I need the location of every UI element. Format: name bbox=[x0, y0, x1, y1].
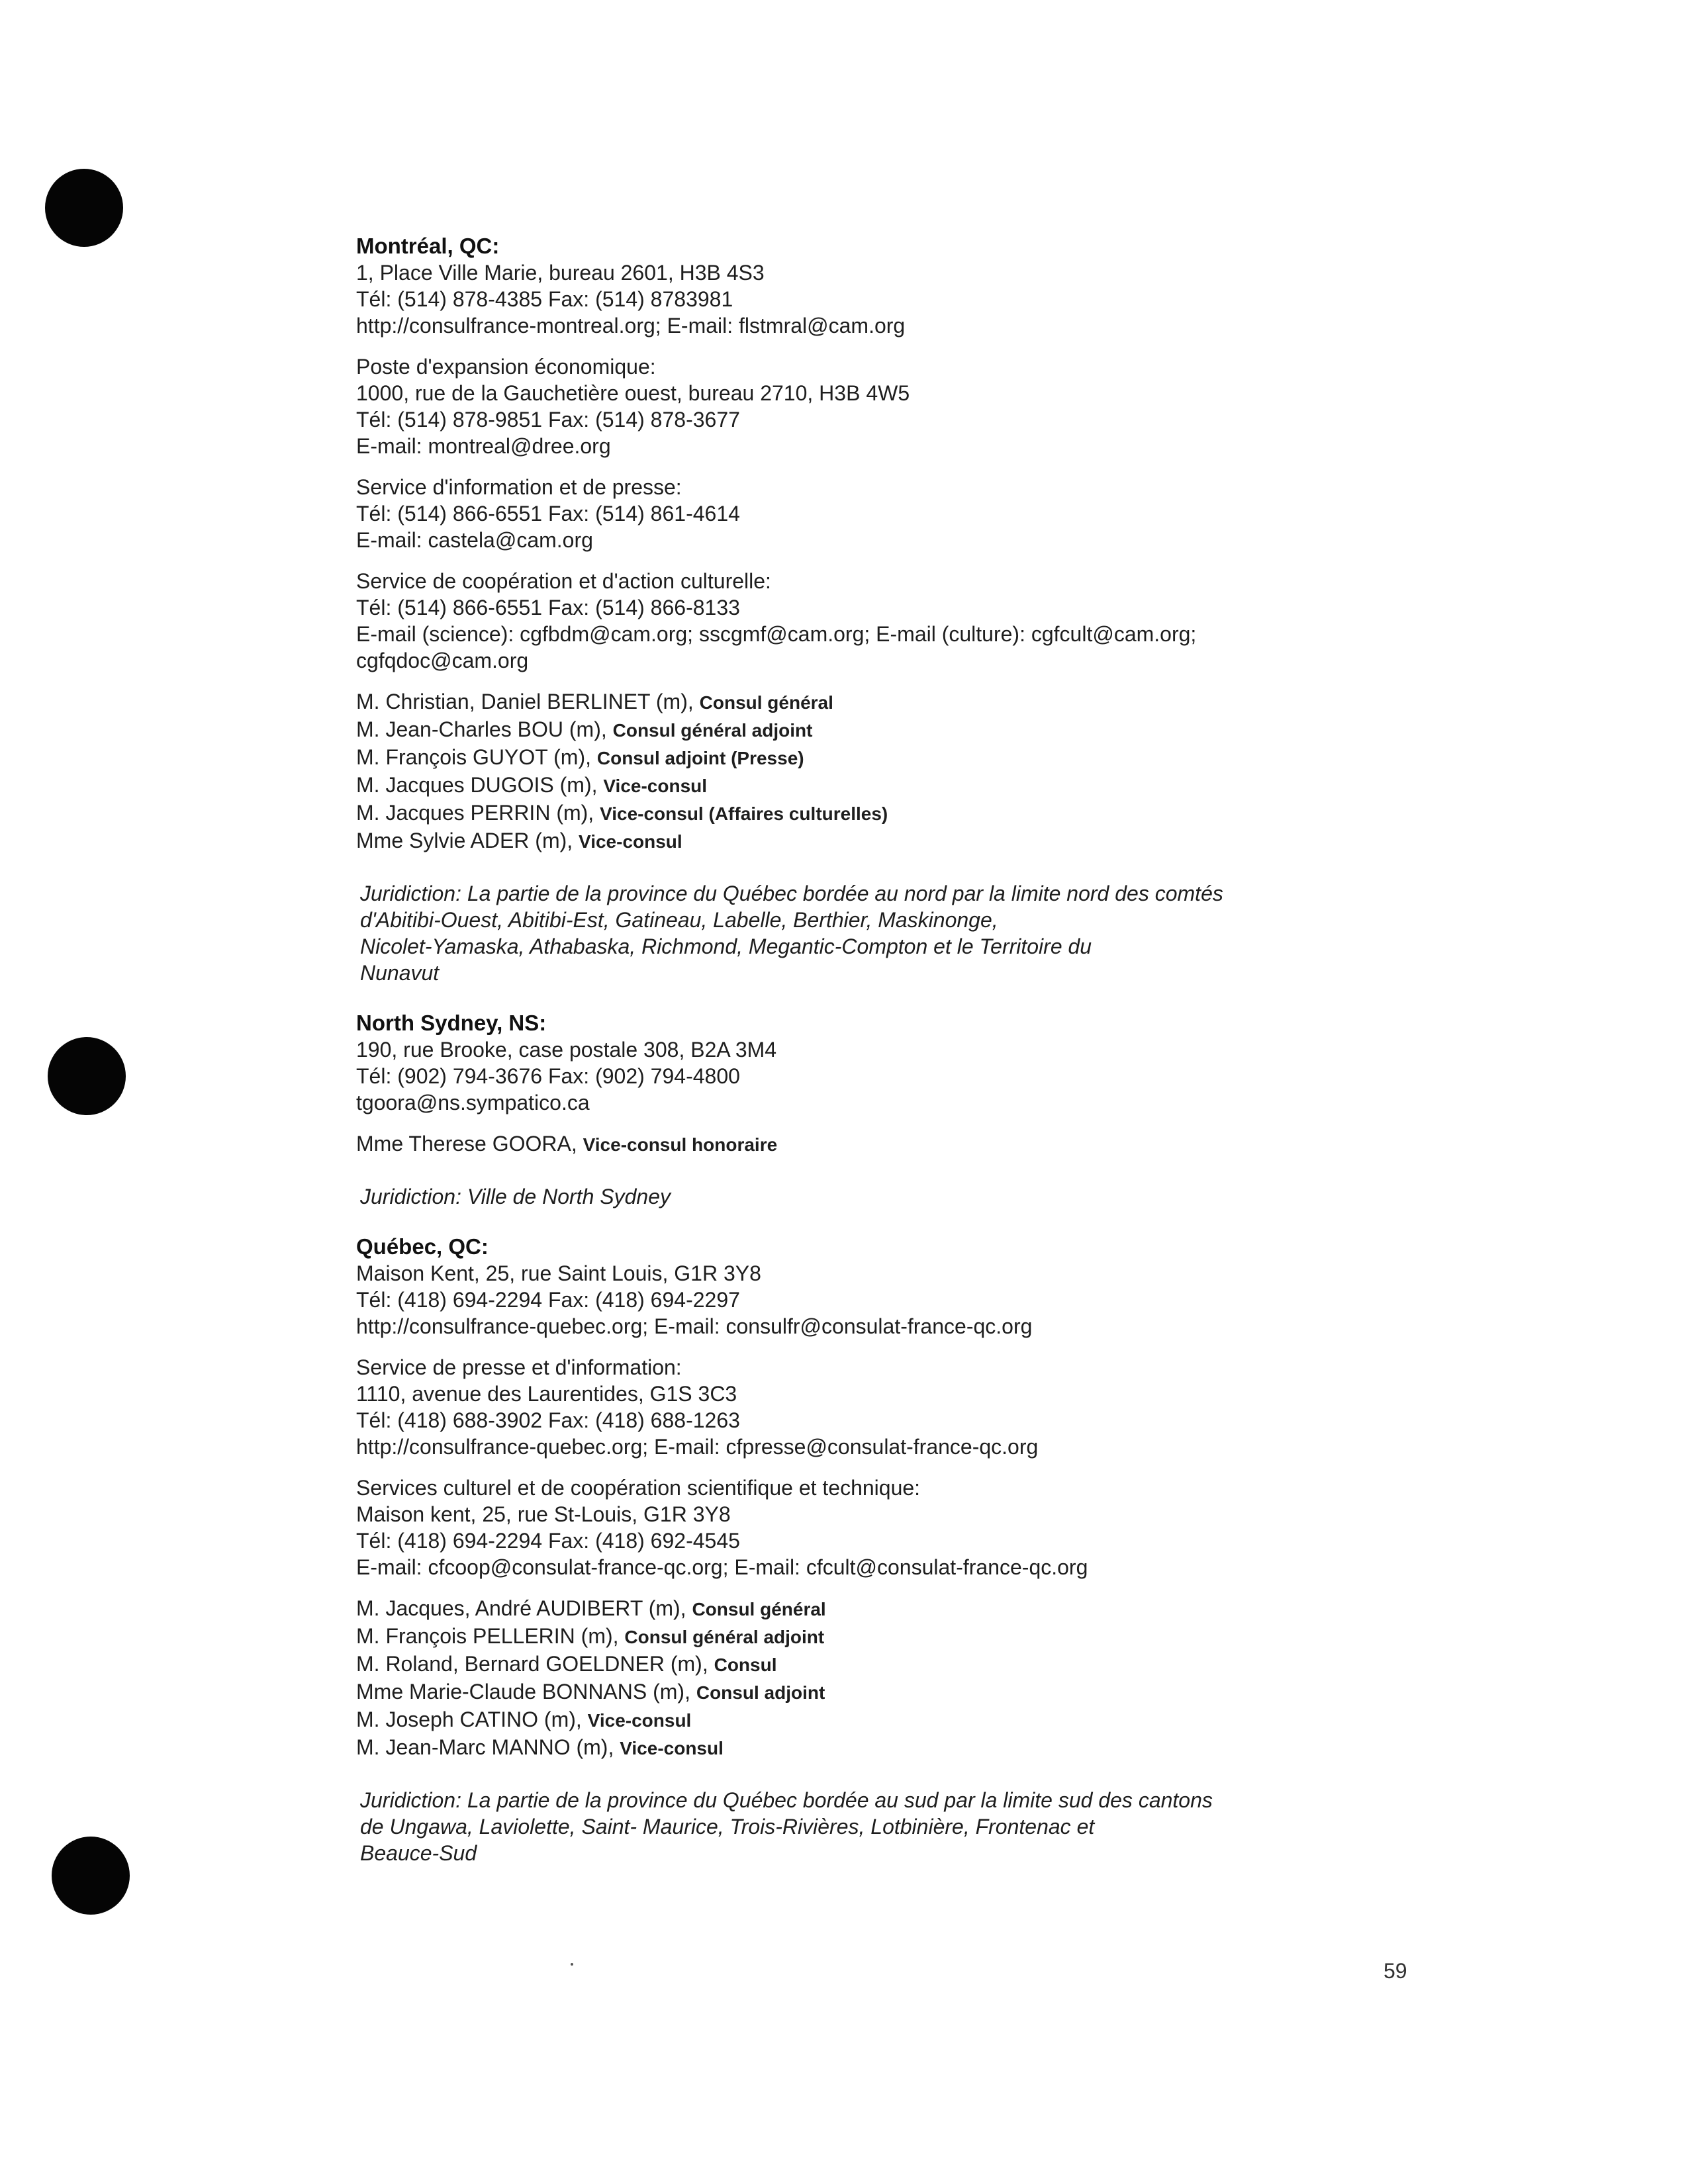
staff-name: M. Jacques PERRIN (m), bbox=[356, 801, 594, 825]
jurisdiction-line: d'Abitibi-Ouest, Abitibi-Est, Gatineau, Labelle, Berthier, Maskinonge, bbox=[360, 908, 998, 932]
staff-entry bbox=[356, 772, 1329, 799]
service-line: Maison kent, 25, rue St-Louis, G1R 3Y8 bbox=[356, 1502, 731, 1526]
staff-role: Vice-consul bbox=[579, 831, 682, 852]
section-heading: Montréal, QC: bbox=[356, 234, 500, 258]
jurisdiction-line: Juridiction: La partie de la province du Québec bordée au nord par la limite nord des comtés bbox=[360, 882, 1223, 905]
address-line: Tél: (514) 878-4385 Fax: (514) 8783981 bbox=[356, 287, 733, 311]
service-line: Service de presse et d'information: bbox=[356, 1355, 682, 1379]
consulate-section bbox=[356, 1010, 1329, 1210]
staff-name: M. Jean-Charles BOU (m), bbox=[356, 717, 607, 741]
address-line: Maison Kent, 25, rue Saint Louis, G1R 3Y8 bbox=[356, 1261, 761, 1285]
jurisdiction-note bbox=[356, 880, 1329, 986]
staff-entry bbox=[356, 1706, 1329, 1734]
staff-entry bbox=[356, 744, 1329, 772]
page-number: 59 bbox=[1383, 1959, 1407, 1983]
jurisdiction-note bbox=[356, 1787, 1329, 1866]
consulate-section bbox=[356, 1234, 1329, 1866]
service-block bbox=[356, 1475, 1329, 1580]
staff-list bbox=[356, 1130, 1329, 1158]
service-line: Service d'information et de presse: bbox=[356, 475, 682, 499]
service-block bbox=[356, 474, 1329, 553]
staff-entry bbox=[356, 1678, 1329, 1706]
address-line: 1, Place Ville Marie, bureau 2601, H3B 4S3 bbox=[356, 261, 765, 285]
service-line: E-mail: castela@cam.org bbox=[356, 528, 593, 552]
jurisdiction-line: Nicolet-Yamaska, Athabaska, Richmond, Megantic-Compton et le Territoire du bbox=[360, 934, 1092, 958]
service-block bbox=[356, 568, 1329, 674]
service-line: Tél: (514) 878-9851 Fax: (514) 878-3677 bbox=[356, 408, 740, 432]
staff-name: M. Jacques, André AUDIBERT (m), bbox=[356, 1596, 686, 1620]
address-line: Tél: (902) 794-3676 Fax: (902) 794-4800 bbox=[356, 1064, 740, 1088]
staff-entry bbox=[356, 1130, 1329, 1158]
service-line: Service de coopération et d'action culturelle: bbox=[356, 569, 771, 593]
service-line: E-mail (science): cgfbdm@cam.org; sscgmf@cam.org; E-mail (culture): cgfcult@cam.org; bbox=[356, 622, 1197, 646]
staff-role: Consul général adjoint bbox=[624, 1627, 825, 1647]
service-line: 1000, rue de la Gauchetière ouest, bureau 2710, H3B 4W5 bbox=[356, 381, 910, 405]
staff-entry bbox=[356, 688, 1329, 716]
staff-name: M. François PELLERIN (m), bbox=[356, 1624, 619, 1648]
section-heading: North Sydney, NS: bbox=[356, 1011, 547, 1035]
staff-role: Consul adjoint bbox=[696, 1682, 825, 1703]
staff-name: Mme Therese GOORA, bbox=[356, 1132, 577, 1156]
staff-name: M. Jacques DUGOIS (m), bbox=[356, 773, 598, 797]
address-line: 190, rue Brooke, case postale 308, B2A 3M4 bbox=[356, 1038, 777, 1062]
jurisdiction-note bbox=[356, 1183, 1329, 1210]
staff-role: Consul général adjoint bbox=[612, 720, 813, 741]
address-line: http://consulfrance-quebec.org; E-mail: consulfr@consulat-france-qc.org bbox=[356, 1314, 1033, 1338]
jurisdiction-line: Juridiction: Ville de North Sydney bbox=[360, 1185, 671, 1208]
staff-role: Consul bbox=[714, 1655, 777, 1675]
staff-list bbox=[356, 688, 1329, 855]
staff-role: Consul adjoint (Presse) bbox=[596, 748, 804, 768]
punch-hole-middle bbox=[48, 1037, 126, 1115]
service-block bbox=[356, 353, 1329, 459]
service-line: Tél: (418) 694-2294 Fax: (418) 692-4545 bbox=[356, 1529, 740, 1553]
service-line: cgfqdoc@cam.org bbox=[356, 649, 529, 672]
jurisdiction-line: Beauce-Sud bbox=[360, 1841, 477, 1865]
punch-hole-top bbox=[45, 169, 123, 247]
staff-role: Vice-consul bbox=[620, 1738, 724, 1758]
service-line: http://consulfrance-quebec.org; E-mail: cfpresse@consulat-france-qc.org bbox=[356, 1435, 1039, 1459]
staff-name: M. Joseph CATINO (m), bbox=[356, 1707, 582, 1731]
staff-role: Vice-consul (Affaires culturelles) bbox=[600, 803, 888, 824]
section-heading: Québec, QC: bbox=[356, 1234, 489, 1259]
punch-hole-bottom bbox=[52, 1837, 130, 1915]
staff-name: Mme Marie-Claude BONNANS (m), bbox=[356, 1680, 690, 1704]
staff-entry bbox=[356, 1623, 1329, 1651]
consulate-section bbox=[356, 233, 1329, 986]
service-line: 1110, avenue des Laurentides, G1S 3C3 bbox=[356, 1382, 737, 1406]
service-block bbox=[356, 1354, 1329, 1460]
service-line: E-mail: montreal@dree.org bbox=[356, 434, 611, 458]
service-line: Tél: (514) 866-6551 Fax: (514) 866-8133 bbox=[356, 596, 740, 619]
staff-entry bbox=[356, 827, 1329, 855]
staff-name: M. François GUYOT (m), bbox=[356, 745, 591, 769]
scan-speck bbox=[571, 1963, 573, 1966]
jurisdiction-line: de Ungawa, Laviolette, Saint- Maurice, Trois-Rivières, Lotbinière, Frontenac et bbox=[360, 1815, 1095, 1839]
staff-entry bbox=[356, 716, 1329, 744]
service-line: Services culturel et de coopération scientifique et technique: bbox=[356, 1476, 921, 1500]
staff-entry bbox=[356, 1734, 1329, 1762]
service-line: Tél: (514) 866-6551 Fax: (514) 861-4614 bbox=[356, 502, 740, 525]
staff-name: M. Christian, Daniel BERLINET (m), bbox=[356, 690, 694, 713]
address-line: Tél: (418) 694-2294 Fax: (418) 694-2297 bbox=[356, 1288, 740, 1312]
staff-entry bbox=[356, 799, 1329, 827]
staff-name: M. Roland, Bernard GOELDNER (m), bbox=[356, 1652, 708, 1676]
address-line: http://consulfrance-montreal.org; E-mail: flstmral@cam.org bbox=[356, 314, 906, 338]
staff-name: Mme Sylvie ADER (m), bbox=[356, 829, 573, 852]
staff-list bbox=[356, 1595, 1329, 1762]
service-line: E-mail: cfcoop@consulat-france-qc.org; E-mail: cfcult@consulat-france-qc.org bbox=[356, 1555, 1088, 1579]
jurisdiction-line: Nunavut bbox=[360, 961, 440, 985]
service-line: Tél: (418) 688-3902 Fax: (418) 688-1263 bbox=[356, 1408, 740, 1432]
staff-role: Vice-consul honoraire bbox=[583, 1134, 778, 1155]
staff-role: Vice-consul bbox=[603, 776, 708, 796]
consulate-listing bbox=[356, 233, 1329, 1866]
staff-entry bbox=[356, 1595, 1329, 1623]
staff-entry bbox=[356, 1651, 1329, 1678]
address-line: tgoora@ns.sympatico.ca bbox=[356, 1091, 590, 1115]
staff-role: Vice-consul bbox=[587, 1710, 692, 1731]
staff-role: Consul général bbox=[699, 692, 833, 713]
staff-name: M. Jean-Marc MANNO (m), bbox=[356, 1735, 614, 1759]
jurisdiction-line: Juridiction: La partie de la province du Québec bordée au sud par la limite sud des cantons bbox=[360, 1788, 1213, 1812]
service-line: Poste d'expansion économique: bbox=[356, 355, 656, 379]
staff-role: Consul général bbox=[692, 1599, 826, 1619]
